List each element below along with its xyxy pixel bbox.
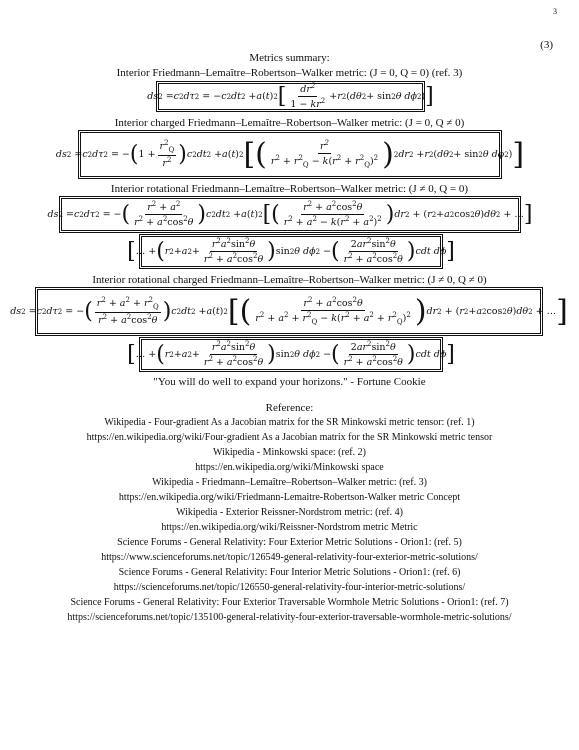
section-heading-3: Interior rotational Friedmann–Lemaître–Robertson–Walker metric: (J ≠ 0, Q = 0)	[110, 183, 469, 195]
metric-box-1: ds 2 = c 2 dτ 2 = − c 2 dt 2 + a ( t ) 2 [ $\frac{dr^2}{1 - kr^2}$ + r 2 ( dθ 2 + sin 2 θ dϕ 2 ) ]	[147, 81, 434, 111]
section-heading-2: Interior charged Friedmann–Lemaître–Robertson–Walker metric: (J = 0, Q ≠ 0)	[114, 117, 465, 129]
reference-url-4[interactable]: https://en.wikipedia.org/wiki/Reissner-Nordstrom metric Metric	[161, 522, 418, 533]
reference-5: Science Forums - General Relativity: Four Exterior Metric Solutions - Orion1: (ref. 5)	[117, 537, 462, 548]
reference-1: Wikipedia - Four-gradient As a Jacobian matrix for the SR Minkowski metric tensor: (ref. 1)	[104, 417, 475, 428]
reference-url-3[interactable]: https://en.wikipedia.org/wiki/Friedmann-Lemaitre-Robertson-Walker metric Concept	[118, 492, 461, 503]
metric-box-2: ds 2 = c 2 dτ 2 = − ( 1 + $\frac{r^2_Q}{r^2}$ ) c 2 dt 2 + a ( t ) 2 [ ( $\frac{r^2}{r^2 + r^2_Q - k(r^2 + r^2_Q)^2}$ ) 2 dr 2 + r 2 ( dθ 2 + sin 2 θ dϕ 2 ) ]	[80, 132, 500, 177]
reference-4: Wikipedia - Exterior Reissner-Nordstrom metric: (ref. 4)	[176, 507, 403, 518]
metric-box-3a: ds 2 = c 2 dτ 2 = − ( $\frac{r^2 + a^2}{r^2 + a^2\cos^2\theta}$ ) c 2 dt 2 + a ( t ) 2 [ ( $\frac{r^2 + a^2\cos^2\theta}{r^2 + a^2 - k(r^2 + a^2)^2}$ ) dr 2 + ( r 2 + a 2 cos 2 θ ) dθ 2 + … ]	[61, 198, 519, 231]
reference-title: Reference:	[265, 402, 314, 414]
reference-url-5[interactable]: https://www.scienceforums.net/topic/126549-general-relativity-four-exterior-metric-solutions/	[101, 552, 478, 563]
page-number: 3	[553, 7, 557, 16]
equation-number: (3)	[540, 39, 553, 51]
fortune-quote: "You will do well to expand your horizons." - Fortune Cookie	[153, 376, 426, 388]
page-title: Metrics summary:	[249, 52, 330, 64]
reference-7: Science Forums - General Relativity: Four Exterior Traversable Wormhole Metric Solutions - Orion1: (ref. 7)	[70, 597, 509, 608]
reference-url-6[interactable]: https://scienceforums.net/topic/126550-general-relativity-four-interior-metric-solutions/	[113, 582, 466, 593]
section-heading-1: Interior Friedmann–Lemaître–Robertson–Walker metric: (J = 0, Q = 0) (ref. 3)	[116, 67, 463, 79]
section-heading-4: Interior rotational charged Friedmann–Lemaître–Robertson–Walker metric: (J ≠ 0, Q ≠ 0)	[92, 274, 487, 286]
metric-box-3b: [ … + ( r 2 + a 2 + $\frac{r^2a^2\sin^2\theta}{r^2 + a^2\cos^2\theta}$ ) sin 2 θ dϕ 2 − ( $\frac{2ar^2\sin^2\theta}{r^2 + a^2\cos^2\theta}$ ) cdt dϕ ]	[127, 236, 455, 266]
reference-url-1[interactable]: https://en.wikipedia.org/wiki/Four-gradient As a Jacobian matrix for the SR Minkowski metric tensor	[86, 432, 493, 443]
metric-box-4a: ds 2 = c 2 dτ 2 = − ( $\frac{r^2 + a^2 + r^2_Q}{r^2 + a^2\cos^2\theta}$ ) c 2 dt 2 + a ( t ) 2 [ ( $\frac{r^2 + a^2\cos^2\theta}{r^2 + a^2 + r^2_Q - k(r^2 + a^2 + r^2_Q)^2}$ ) dr 2 + ( r 2 + a 2 cos 2 θ ) dθ 2 + … ]	[37, 289, 541, 334]
reference-3: Wikipedia - Friedmann–Lemaître–Robertson–Walker metric: (ref. 3)	[152, 477, 427, 488]
reference-url-7[interactable]: https://scienceforums.net/topic/135100-general-relativity-four-exterior-traversable-wormhole-metric-solutions/	[67, 612, 512, 623]
reference-url-2[interactable]: https://en.wikipedia.org/wiki/Minkowski space	[195, 462, 384, 473]
reference-6: Science Forums - General Relativity: Four Interior Metric Solutions - Orion1: (ref. 6)	[118, 567, 461, 578]
metric-box-4b: [ … + ( r 2 + a 2 + $\frac{r^2a^2\sin^2\theta}{r^2 + a^2\cos^2\theta}$ ) sin 2 θ dϕ 2 − ( $\frac{2ar^2\sin^2\theta}{r^2 + a^2\cos^2\theta}$ ) cdt dϕ ]	[127, 339, 455, 369]
reference-2: Wikipedia - Minkowski space: (ref. 2)	[213, 447, 366, 458]
